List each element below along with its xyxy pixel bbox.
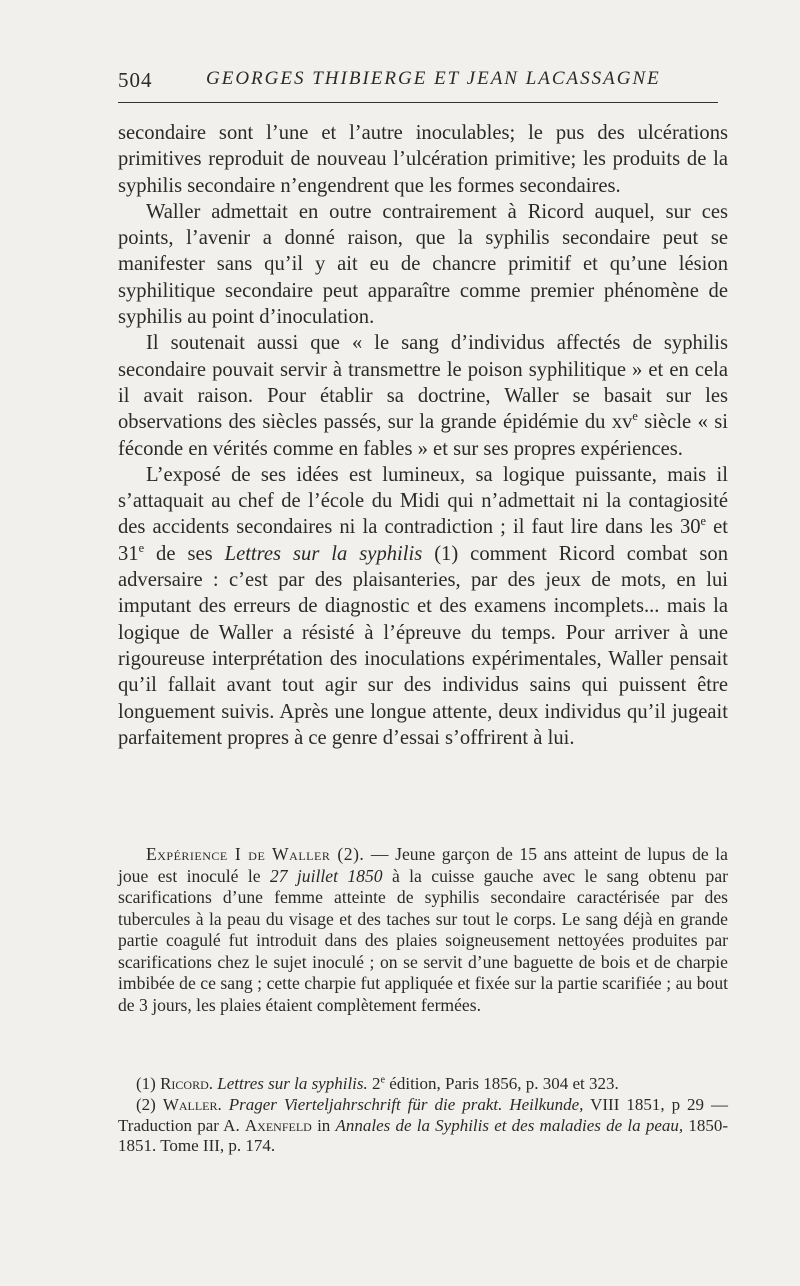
experiment-paragraph — [118, 844, 728, 1016]
experiment-text-end: à la cuisse gauche avec le sang obtenu par scarifications d’une femme atteinte de syphilis secondaire caractérisée par des tubercules à la peau du visage et des taches sur tout le corps. Le sang déjà en grande partie coagulé fut introduit dans des plaies soigneusement nettoyées produites par scarifications chez le sujet inoculé ; on se servit d’une baguette de bois et de charpie imbibée de ce sang ; cette charpie fut appliquée et fixée sur la partie scarifiée ; au bout de 3 jours, les plaies étaient complètement fermées. — [118, 865, 728, 1015]
footnote-1 — [118, 1074, 728, 1095]
footnote-2 — [118, 1095, 728, 1157]
superscript: e — [138, 540, 145, 555]
experiment-block — [118, 844, 728, 1016]
experiment-date: 27 juillet 1850 — [269, 865, 383, 886]
paragraph-4-text-end: (1) comment Ricord combat son adversaire : c’est par des plaisanteries, par des jeux de mots, en lui imputant des erreurs de diagnostic et des examens incomplets... mais la logique de Waller a résisté à l’épreuve du temps. Pour arriver à une rigoureuse interprétation des inoculations expérimentales, Waller pensait qu’il fallait avant tout agir sur des individus sains qui puissent être longuement suivis. Après une longue attente, deux individus qu’il jugeait parfaitement propres à ce genre d’essai s’offrirent à lui. — [118, 542, 728, 749]
paragraph-3 — [118, 330, 728, 461]
paragraph-4-text: L’exposé de ses idées est lumineux, sa logique puissante, mais il s’attaquait au chef de l’école du Midi qui n’admettait ni la contagiosité des accidents secondaires ni la contradiction ; il faut lire dans les 30 — [118, 463, 728, 539]
running-title: GEORGES THIBIERGE ET JEAN LACASSAGNE — [206, 68, 661, 89]
footnote-text: 1850-1851. Tome III, p. 174. — [118, 1115, 728, 1156]
paragraph-3-text-end: siècle « si féconde en vérités comme en fables » et sur ses propres expériences. — [118, 411, 728, 460]
footnote-text: 2 — [367, 1074, 381, 1093]
footnote-journal: Annales de la Syphilis et des maladies de la peau, — [335, 1115, 684, 1135]
footnotes — [118, 1074, 728, 1157]
experiment-text: — Jeune garçon de 15 ans atteint de lupus de la joue est inoculé le — [118, 844, 728, 886]
paragraph-4-text: et 31 — [118, 516, 728, 565]
superscript: e — [700, 514, 707, 529]
footnote-text: in — [311, 1115, 336, 1135]
document-page — [118, 68, 729, 1156]
paragraph-2: Waller admettait en outre contrairement à Ricord auquel, sur ces points, l’avenir a donné raison, que la syphilis secondaire peut se manifester sans qu’il y ait eu de chancre primitif et qu’une lésion syphilitique secondaire peut apparaître comme premier phénomène de syphilis au point d’inoculation. — [118, 200, 728, 329]
footnote-author: Waller. — [162, 1094, 222, 1114]
paragraph-4-text: de ses — [144, 542, 225, 565]
main-text — [118, 120, 728, 751]
footnote-text: VIII 1851, p 29 —Traduction par A. — [118, 1094, 729, 1135]
page-header — [118, 68, 728, 98]
footnote-mark: (2) — [136, 1094, 163, 1114]
footnote-author: Ricord. — [160, 1074, 214, 1093]
header-rule — [118, 102, 718, 103]
footnote-title: Prager Vierteljahrschrift für die prakt. Heilkunde, — [221, 1094, 584, 1114]
superscript: e — [380, 1074, 386, 1086]
superscript: e — [632, 409, 638, 424]
footnote-text: édition, Paris 1856, p. 304 et 323. — [385, 1074, 619, 1093]
paragraph-3-text: Il soutenait aussi que « le sang d’individus affectés de syphilis secondaire pouvait servir à transmettre le poison syphilitique » et en cela il avait raison. Pour établir sa doctrine, Waller se basait sur les observations des siècles passés, sur la grande épidémie du xv — [118, 332, 728, 434]
experiment-heading: Expérience I de Waller (2). — [146, 844, 365, 864]
paragraph-4 — [118, 462, 728, 751]
footnote-title: Lettres sur la syphilis. — [213, 1074, 368, 1093]
paragraph-1: secondaire sont l’une et l’autre inoculables; le pus des ulcérations primitives reproduit de nouveau l’ulcération primitive; les produits de la syphilis secondaire n’engendrent que les formes secondaires. — [118, 122, 728, 197]
footnote-mark: (1) — [136, 1074, 161, 1093]
page-number: 504 — [118, 68, 153, 92]
footnote-translator: Axenfeld — [244, 1115, 312, 1135]
book-title: Lettres sur la syphilis — [224, 542, 423, 565]
